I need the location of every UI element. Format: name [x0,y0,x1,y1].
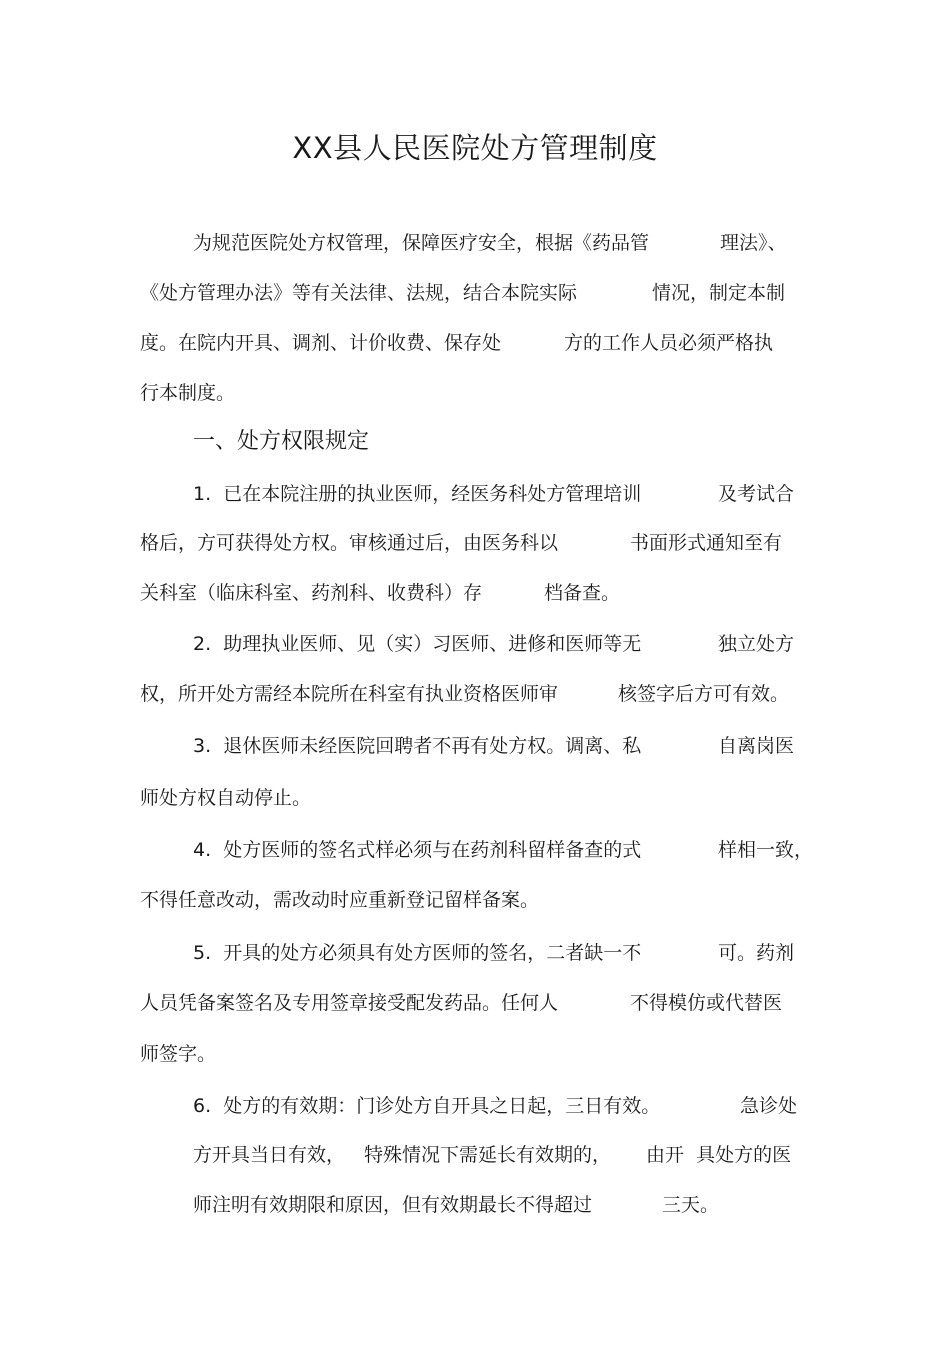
item4-line-1a: 4. 处方医师的签名式样必须与在药剂科留样备查的式 [193,839,642,861]
item6-line-2b: 特殊情况下需延长有效期的， [364,1144,612,1166]
intro-line-3b: 方的工作人员必须严格执 [564,332,774,354]
item5-line-2a: 人员凭备案签名及专用签章接受配发药品。任何人 [140,992,559,1014]
intro-line-2a: 《处方管理办法》等有关法律、法规，结合本院实际 [140,282,578,304]
item3-line-1b: 自离岗医 [718,735,795,757]
item4-line-2: 不得任意改动，需改动时应重新登记留样备案。 [140,889,540,911]
item2-line-1a: 2. 助理执业医师、见（实）习医师、进修和医师等无 [193,633,642,655]
section-heading: 一、处方权限规定 [193,429,370,454]
item2-line-2a: 权，所开处方需经本院所在科室有执业资格医师审 [140,683,559,705]
item6-line-3a: 师注明有效期限和原因，但有效期最长不得超过 [193,1194,593,1216]
item4-line-1b: 样相一致， [718,839,814,861]
item6-line-1b: 急诊处 [740,1095,798,1117]
item6-line-2c: 由开 具处方的医 [646,1144,792,1166]
item3-line-2: 师处方权自动停止。 [140,787,312,809]
item5-line-3: 师签字。 [140,1043,217,1065]
intro-line-4: 行本制度。 [140,382,236,404]
item2-line-1b: 独立处方 [718,633,795,655]
item1-line-3b: 档备查。 [544,582,621,604]
intro-line-1a: 为规范医院处方权管理，保障医疗安全，根据《药品管 [193,232,650,254]
item1-line-1b: 及考试合 [718,483,795,505]
item1-line-2b: 书面形式通知至有 [630,532,783,554]
item1-line-3a: 关科室（临床科室、药剂科、收费科）存 [140,582,483,604]
intro-line-2b: 情况，制定本制 [652,282,786,304]
item3-line-1a: 3. 退休医师未经医院回聘者不再有处方权。调离、私 [193,735,642,757]
document-title: XX县人民医院处方管理制度 [292,131,658,165]
intro-line-1b: 理法》、 [720,232,787,254]
intro-line-3a: 度。在院内开具、调剂、计价收费、保存处 [140,332,502,354]
item1-line-2a: 格后，方可获得处方权。审核通过后，由医务科以 [140,532,559,554]
item5-line-1a: 5. 开具的处方必须具有处方医师的签名，二者缺一不 [193,942,642,964]
item6-line-1a: 6. 处方的有效期：门诊处方自开具之日起，三日有效。 [193,1095,661,1117]
item5-line-1b: 可。药剂 [718,942,795,964]
item5-line-2b: 不得模仿或代替医 [630,992,783,1014]
item2-line-2b: 核签字后方可有效。 [618,683,790,705]
item6-line-3b: 三天。 [662,1194,720,1216]
item6-line-2a: 方开具当日有效， [193,1144,346,1166]
item1-line-1a: 1. 已在本院注册的执业医师，经医务科处方管理培训 [193,483,642,505]
